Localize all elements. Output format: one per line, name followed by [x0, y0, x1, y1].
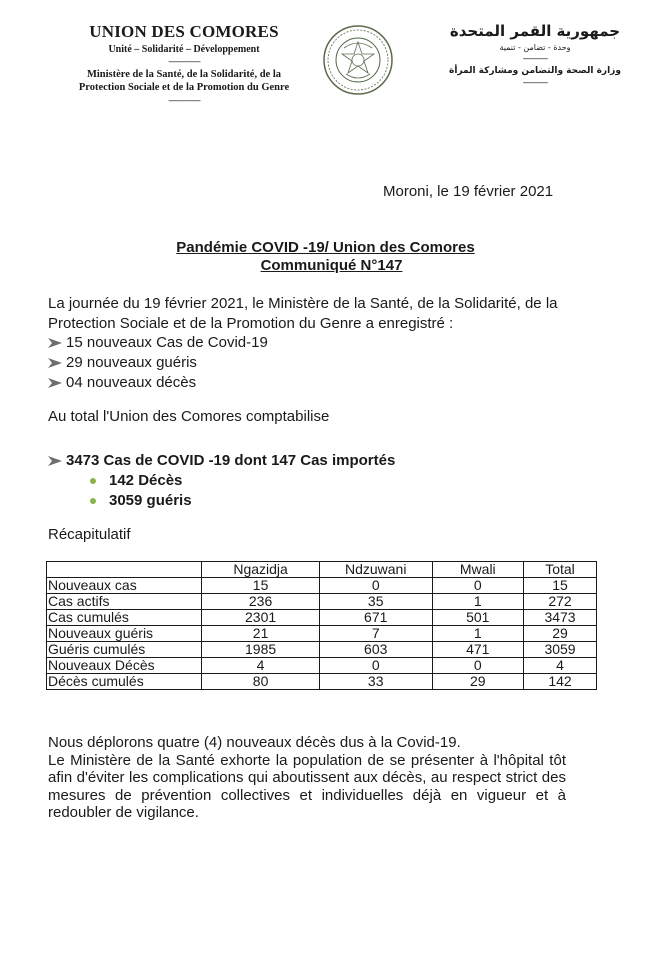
header-divider: -------------: [522, 78, 548, 87]
cell-total: 272: [524, 594, 597, 610]
cell-ndzuwani: 0: [319, 578, 432, 594]
daily-new-cases: 15 nouveaux Cas de Covid-19: [66, 334, 268, 351]
header-left: [50, 22, 318, 107]
cell-ndzuwani: 7: [319, 626, 432, 642]
table-header-row: [47, 562, 597, 578]
total-intro: Au total l'Union des Comores comptabilise: [48, 408, 330, 425]
cell-ngazidja: 21: [202, 626, 320, 642]
daily-new-recovered: 29 nouveaux guéris: [66, 354, 197, 371]
ministry-name-line2: Protection Sociale et de la Promotion du Genre: [78, 82, 290, 93]
document-title: Pandémie COVID -19/ Union des Comores: [176, 239, 475, 256]
summary-recovered: 3059 guéris: [109, 492, 192, 509]
cell-total: 15: [524, 578, 597, 594]
national-seal-icon: [322, 24, 394, 96]
summary-line: [47, 451, 395, 471]
intro-paragraph: La journée du 19 février 2021, le Ministère de la Santé, de la Solidarité, de la Protection Sociale et de la Promotion du Genre a enregistré :: [48, 295, 558, 332]
country-name-arabic: جمهورية القمر المتحدة: [449, 22, 621, 40]
row-label: Décès cumulés: [47, 674, 202, 690]
cell-ndzuwani: 35: [319, 594, 432, 610]
row-label: Nouveaux cas: [47, 578, 202, 594]
table-row: [47, 658, 597, 674]
cell-mwali: 471: [432, 642, 524, 658]
header-divider: -------------: [522, 54, 548, 63]
arrow-bullet-icon: [47, 336, 63, 350]
cell-ngazidja: 4: [202, 658, 320, 674]
list-item: [47, 333, 268, 353]
row-label: Cas cumulés: [47, 610, 202, 626]
table-row: [47, 578, 597, 594]
closing-condolence: Nous déplorons quatre (4) nouveaux décès dus à la Covid-19.: [48, 734, 461, 751]
arrow-bullet-icon: [47, 454, 63, 468]
cell-ngazidja: 1985: [202, 642, 320, 658]
ministry-name-line1: Ministère de la Santé, de la Solidarité, de la: [86, 69, 282, 80]
header-divider: -------------------: [168, 96, 200, 105]
communique-number: Communiqué N°147: [260, 257, 403, 274]
cell-ngazidja: 15: [202, 578, 320, 594]
cell-ndzuwani: 0: [319, 658, 432, 674]
cell-total: 3059: [524, 642, 597, 658]
national-motto: Unité – Solidarité – Développement: [108, 44, 260, 55]
country-name: UNION DES COMORES: [89, 22, 279, 41]
national-motto-arabic: وحدة - تضامن - تنمية: [499, 43, 571, 52]
cell-ngazidja: 236: [202, 594, 320, 610]
cell-total: 4: [524, 658, 597, 674]
cell-mwali: 29: [432, 674, 524, 690]
daily-figures-list: [47, 333, 268, 393]
header-mwali: Mwali: [432, 562, 524, 578]
cell-mwali: 0: [432, 658, 524, 674]
header-total: Total: [524, 562, 597, 578]
row-label: Cas actifs: [47, 594, 202, 610]
cell-ngazidja: 2301: [202, 610, 320, 626]
green-dot-icon: [90, 498, 96, 504]
header-divider: -------------------: [168, 57, 200, 66]
table-row: [47, 626, 597, 642]
daily-new-deaths: 04 nouveaux décès: [66, 374, 197, 391]
header-ngazidja: Ngazidja: [202, 562, 320, 578]
table-row: [47, 674, 597, 690]
cell-total: 3473: [524, 610, 597, 626]
header-right-arabic: [440, 22, 630, 89]
green-dot-icon: [90, 478, 96, 484]
recap-table: [46, 561, 597, 690]
closing-paragraph: [48, 734, 566, 822]
row-label: Nouveaux guéris: [47, 626, 202, 642]
cell-ndzuwani: 603: [319, 642, 432, 658]
closing-exhortation: Le Ministère de la Santé exhorte la population de se présenter à l'hôpital tôt afin d'éviter les complications qui aboutissent aux décès, au respect strict des mesures de prévention collectives et individuelles déjà en vigueur et à redoubler de vigilance.: [48, 751, 566, 821]
list-item: [47, 353, 268, 373]
row-label: Guéris cumulés: [47, 642, 202, 658]
cell-mwali: 501: [432, 610, 524, 626]
header-ndzuwani: Ndzuwani: [319, 562, 432, 578]
table-row: [47, 642, 597, 658]
table-row: [47, 610, 597, 626]
cell-mwali: 0: [432, 578, 524, 594]
list-item: [90, 471, 192, 491]
summary-bullets: [90, 471, 192, 511]
ministry-name-arabic: وزارة الصحة والتضامن ومشاركة المرأة: [449, 66, 621, 76]
cell-total: 142: [524, 674, 597, 690]
arrow-bullet-icon: [47, 376, 63, 390]
cell-ndzuwani: 671: [319, 610, 432, 626]
cell-ngazidja: 80: [202, 674, 320, 690]
table-row: [47, 594, 597, 610]
cell-ndzuwani: 33: [319, 674, 432, 690]
document-date: Moroni, le 19 février 2021: [383, 183, 554, 200]
recap-label: Récapitulatif: [48, 526, 131, 543]
header-empty: [47, 562, 202, 578]
list-item: [90, 491, 192, 511]
summary-deaths: 142 Décès: [109, 472, 183, 489]
cell-mwali: 1: [432, 594, 524, 610]
summary-total-cases: 3473 Cas de COVID -19 dont 147 Cas importés: [66, 452, 396, 469]
row-label: Nouveaux Décès: [47, 658, 202, 674]
cell-mwali: 1: [432, 626, 524, 642]
list-item: [47, 373, 268, 393]
cell-total: 29: [524, 626, 597, 642]
arrow-bullet-icon: [47, 356, 63, 370]
